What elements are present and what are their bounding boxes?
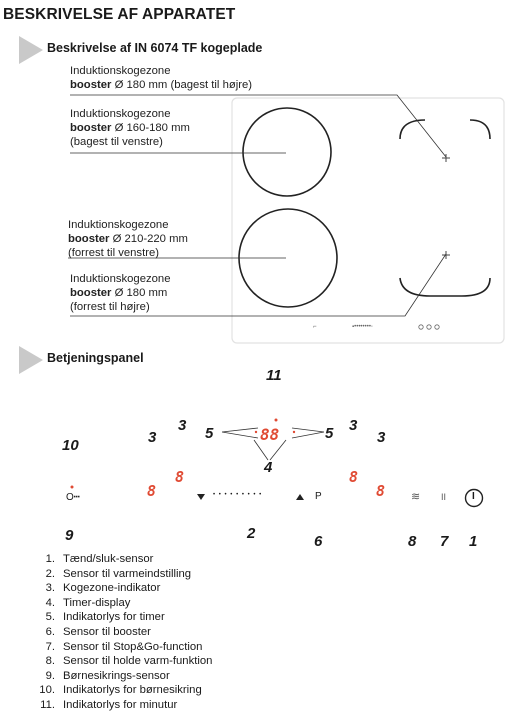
list-item: [33, 654, 212, 669]
list-item: [33, 581, 212, 596]
section-title-control-panel: Betjeningspanel: [47, 351, 144, 365]
child-lock-key-icon[interactable]: O┅: [66, 492, 80, 503]
zone-label-position: (forrest til højre): [70, 301, 150, 313]
legend-number: 3.: [45, 582, 55, 595]
callout-3: 3: [377, 429, 386, 446]
callout-6: 6: [314, 533, 323, 550]
leader-line-timer-right: [292, 428, 324, 432]
zone-label-size: Ø 210-220 mm: [109, 233, 188, 245]
legend-number: 5.: [45, 611, 55, 624]
child-lock-indicator-dot: [71, 486, 74, 489]
leader-line-timer-left: [222, 428, 258, 432]
zone-rear-right: [400, 120, 490, 139]
leader-line-front-right: [70, 254, 446, 316]
cooktop-button-mark: [419, 325, 423, 329]
list-item: [33, 552, 212, 567]
zone-label-position: (forrest til venstre): [68, 247, 160, 259]
callout-7: 7: [440, 533, 449, 550]
legend-number: 9.: [45, 669, 55, 682]
list-item: [33, 698, 212, 713]
legend-text: Indikatorlys for minutur: [63, 698, 178, 711]
heat-slider[interactable]: • • • • • • • • •: [213, 492, 263, 498]
callout-4: 4: [264, 459, 273, 476]
cooktop-slider-mark: ▪••••••••◦: [352, 324, 374, 330]
callout-5: 5: [325, 425, 334, 442]
legend-list: [33, 552, 212, 713]
legend-text: Børnesikrings-sensor: [63, 669, 170, 682]
zone-label-booster: booster: [68, 233, 110, 245]
timer-indicator-dot-left: [255, 431, 257, 433]
zone-label-name: Induktionskogezone: [70, 108, 171, 120]
list-item: [33, 596, 212, 611]
leader-line-timer-left: [222, 432, 258, 438]
callout-8: 8: [408, 533, 417, 550]
callout-3: 3: [178, 417, 187, 434]
cooktop-button-mark: [435, 325, 439, 329]
callout-10: 10: [62, 437, 79, 454]
cooktop-lock-mark: ⌐: [313, 324, 317, 330]
stop-and-go-sensor-icon[interactable]: II: [441, 492, 447, 502]
list-item: [33, 669, 212, 684]
callout-11: 11: [266, 367, 282, 384]
zone-label-booster: booster: [70, 287, 112, 299]
legend-number: 7.: [45, 640, 55, 653]
callout-1: 1: [469, 533, 478, 550]
leader-line-timer-right: [292, 432, 324, 438]
legend-text: Sensor til booster: [63, 625, 151, 638]
zone-indicator-display: 8: [175, 468, 185, 486]
legend-number: 2.: [45, 567, 55, 580]
callout-5: 5: [205, 425, 214, 442]
list-item: [33, 683, 212, 698]
legend-number: 4.: [45, 596, 55, 609]
zone-label-position: (bagest til venstre): [70, 136, 163, 148]
page-title: BESKRIVELSE AF APPARATET: [3, 6, 236, 23]
callout-2: 2: [247, 525, 256, 542]
legend-text: Kogezone-indikator: [63, 582, 161, 595]
legend-number: 10.: [39, 684, 55, 697]
slider-up-arrow-icon: [296, 494, 304, 500]
section-arrow-icon: [19, 346, 43, 374]
legend-number: 6.: [45, 625, 55, 638]
legend-text: Sensor til Stop&Go-function: [63, 640, 203, 653]
legend-number: 11.: [40, 698, 55, 711]
callout-3: 3: [349, 417, 358, 434]
legend-text: Indikatorlys for timer: [63, 611, 165, 624]
legend-number: 8.: [45, 655, 55, 668]
legend-number: 1.: [45, 553, 55, 565]
zone-indicator-display: 8: [147, 482, 157, 500]
zone-label-size: Ø 160-180 mm: [111, 122, 190, 134]
booster-sensor[interactable]: P: [315, 491, 322, 502]
zone-label-size: Ø 180 mm: [111, 79, 168, 91]
cooktop-button-mark: [427, 325, 431, 329]
zone-label-name: Induktionskogezone: [70, 273, 171, 285]
zone-indicator-display: 8: [376, 482, 386, 500]
timer-display: 88: [260, 425, 280, 444]
legend-text: Sensor til holde varm-funktion: [63, 655, 213, 668]
zone-label-booster: booster: [70, 79, 112, 91]
zone-label-name: Induktionskogezone: [70, 65, 171, 77]
callout-3: 3: [148, 429, 157, 446]
slider-down-arrow-icon: [197, 494, 205, 500]
list-item: [33, 625, 212, 640]
leader-line-rear-right: [70, 95, 446, 157]
list-item: [33, 610, 212, 625]
list-item: [33, 640, 212, 655]
keep-warm-sensor-icon[interactable]: ≋: [411, 491, 421, 503]
zone-label-size: Ø 180 mm: [111, 287, 168, 299]
legend-text: Indikatorlys for børnesikring: [63, 684, 202, 697]
timer-indicator-dot-right: [293, 431, 295, 433]
minute-timer-indicator-dot: [275, 419, 278, 422]
legend-text: Timer-display: [63, 596, 131, 609]
zone-label-position: (bagest til højre): [167, 79, 253, 91]
zone-label-name: Induktionskogezone: [68, 219, 169, 231]
callout-9: 9: [65, 527, 74, 544]
list-item: [33, 567, 212, 582]
legend-text: Sensor til varmeindstilling: [63, 567, 192, 580]
legend-text: Tænd/sluk-sensor: [63, 553, 154, 565]
zone-rear-left: [243, 108, 331, 196]
cooktop-outline: [232, 98, 504, 343]
cross-rear-right-icon: [442, 154, 450, 162]
power-sensor-icon[interactable]: I: [472, 491, 475, 502]
zone-label-booster: booster: [70, 122, 112, 134]
zone-indicator-display: 8: [349, 468, 359, 486]
zone-front-right: [400, 278, 490, 296]
section-title-cooktop: Beskrivelse af IN 6074 TF kogeplade: [47, 41, 263, 55]
